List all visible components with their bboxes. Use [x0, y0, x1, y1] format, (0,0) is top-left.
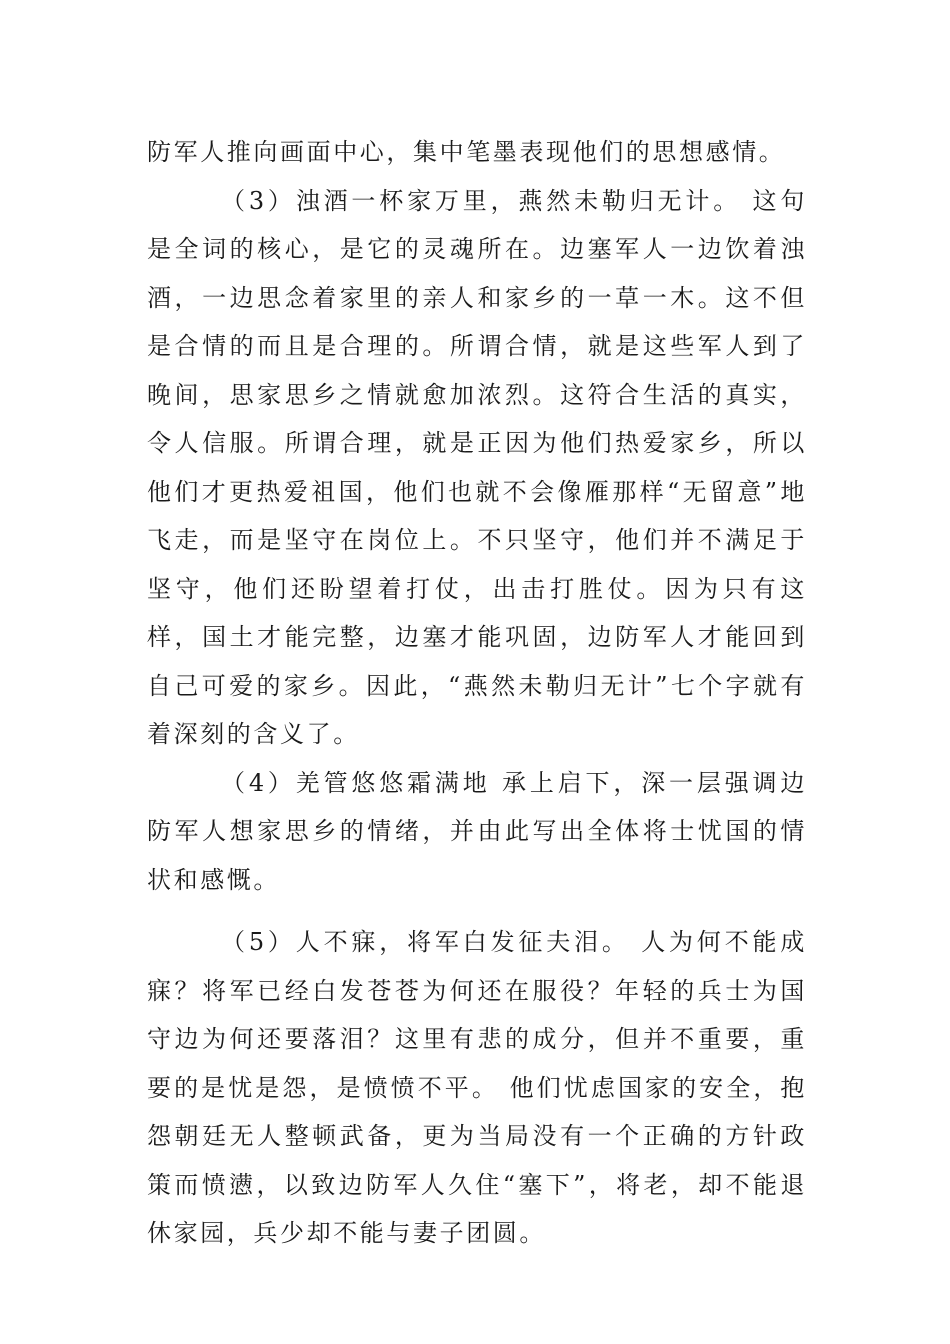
paragraph-item-5: （5）人不寐，将军白发征夫泪。 人为何不能成寐？将军已经白发苍苍为何还在服役？年轻的兵士为国守边为何还要落泪？这里有悲的成分，但并不重要，重要的是忧是怨，是愤愤不平。 他们忧虑国家的安全，抱怨朝廷无人整顿武备，更为当局没有一个正确的方针政策而愤懑，以致边防军人久住“塞下”，将老，却不能退休家园，兵少却不能与妻子团圆。: [147, 928, 807, 1247]
paragraph-item-4: （4）羌管悠悠霜满地 承上启下，深一层强调边防军人想家思乡的情绪，并由此写出全体将士忧国的情状和感慨。: [147, 768, 807, 894]
paragraph-continuation: 防军人推向画面中心，集中笔墨表现他们的思想感情。: [147, 138, 786, 166]
paragraph-item-3: （3）浊酒一杯家万里，燕然未勒归无计。 这句是全词的核心，是它的灵魂所在。边塞军人一边饮着浊酒，一边思念着家里的亲人和家乡的一草一木。这不但是合情的而且是合理的。所谓合情，就是这些军人到了晚间，思家思乡之情就愈加浓烈。这符合生活的真实，令人信服。所谓合理，就是正因为他们热爱家乡，所以他们才更热爱祖国，他们也就不会像雁那样“无留意”地飞走，而是坚守在岗位上。不只坚守，他们并不满足于坚守，他们还盼望着打仗，出击打胜仗。因为只有这样，国土才能完整，边塞才能巩固，边防军人才能回到自己可爱的家乡。因此，“燕然未勒归无计”七个字就有着深刻的含义了。: [147, 186, 807, 748]
document-body: [147, 128, 807, 1258]
